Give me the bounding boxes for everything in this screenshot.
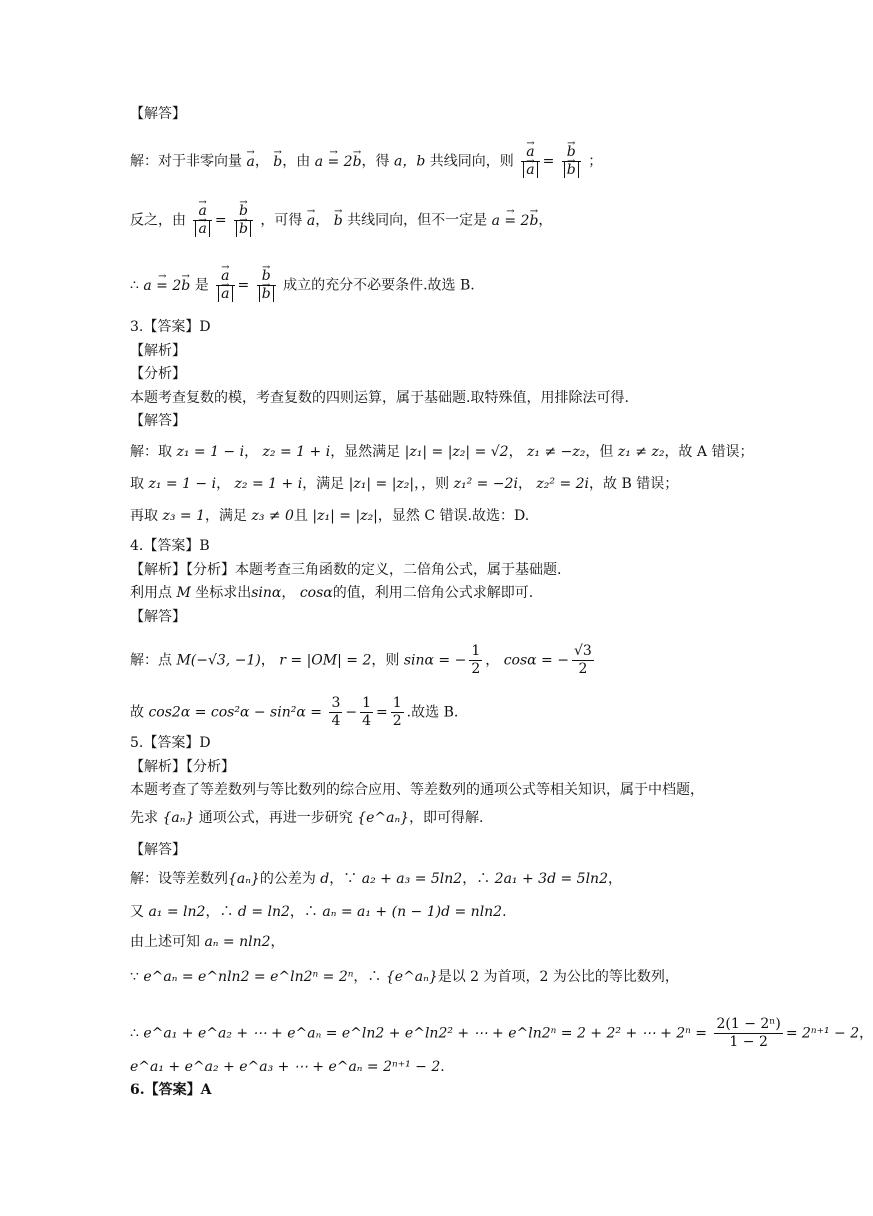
math: a₁ = ln2 [148, 904, 206, 920]
text: 【解析】【分析】本题考查三角函数的定义，二倍角公式，属于基础题. [130, 562, 562, 578]
fraction [469, 643, 482, 678]
text: ，可得 [260, 212, 303, 229]
math: |z₁| = |z₂| = √2 [404, 444, 509, 460]
text: ， [254, 153, 269, 170]
text: ，显然 C 错误.故选：D. [377, 508, 530, 524]
text: 【解答】 [130, 413, 186, 429]
math: M [176, 585, 191, 601]
text: ，满足 [302, 476, 345, 492]
math: d [320, 871, 330, 887]
math: z₃ = 1 [162, 508, 205, 524]
text: 本题考查复数的模，考查复数的四则运算，属于基础题.取特殊值，用排除法可得. [130, 390, 629, 406]
math: z₂ = 1 + i [262, 444, 331, 460]
fraction [193, 203, 211, 238]
equation [492, 213, 539, 229]
text: 的值，利用二倍角公式求解即可. [332, 585, 534, 601]
heading-analysis [130, 341, 186, 361]
text: 的公差为 [259, 871, 316, 887]
fraction [234, 203, 253, 238]
math: z₁² = −2i [453, 476, 518, 492]
text: ， [607, 871, 622, 887]
text: 解：点 [130, 652, 172, 669]
text-line-24 [130, 869, 622, 889]
text: . [502, 904, 507, 920]
text-line-18 [130, 695, 458, 730]
text: 再取 [130, 508, 158, 524]
text: ， [270, 934, 285, 950]
text: ，则 [371, 652, 400, 669]
denominator: 4 [331, 713, 341, 729]
vector-b: → b [181, 276, 190, 296]
text: ， [216, 476, 231, 492]
fraction [329, 695, 342, 730]
text: .故选 B. [406, 704, 459, 721]
text-line-11 [130, 474, 678, 494]
equation [143, 278, 190, 294]
text-line-28 [130, 1016, 873, 1051]
math: e^aₙ = e^nln2 = e^ln2ⁿ = 2ⁿ [143, 969, 354, 985]
text: 是 [194, 277, 209, 294]
text: ，∵ [329, 871, 358, 887]
text-line-10 [130, 442, 753, 462]
text: 先求 [130, 810, 158, 826]
fraction [714, 1016, 782, 1051]
math: cosα [299, 585, 333, 601]
math: {aₙ} [228, 871, 260, 887]
vector-a: → a [198, 203, 206, 220]
text-line-27 [130, 967, 679, 987]
vector-b: → b [239, 203, 248, 220]
math: z₂² = 2i [536, 476, 590, 492]
text: ， [517, 476, 532, 492]
text-line-4: ∴ → a = 2→ b 是 → a → a = → b → b 成立的充分不必要条件.故选 B. [130, 268, 475, 303]
text-line-2a: 解：对于非零向量 → a， → b，由 → a = 2→ b，得 a，b 共线同向，则 → a → a = → b → b ； [130, 144, 602, 179]
therefore-symbol: ∴ [130, 277, 139, 294]
text: 又 [130, 904, 144, 920]
vector-b: → b [529, 211, 538, 231]
math: sinα [251, 585, 282, 601]
math: sinα = − [403, 652, 467, 669]
vector-expression: → a = 2 [315, 152, 353, 172]
text: 【解答】 [130, 842, 186, 858]
math: a₂ + a₃ = 5ln2 [361, 871, 463, 887]
text-line-15 [130, 583, 533, 603]
text: ， [244, 444, 259, 460]
text: 5.【答案】D [130, 735, 211, 751]
therefore-symbol: ∴ [130, 1025, 139, 1042]
math: {e^aₙ} [357, 810, 410, 826]
vector-b: → b [567, 144, 576, 161]
text: 解：取 [130, 444, 172, 460]
vector-b: → b [239, 221, 248, 238]
text-line-14 [130, 560, 561, 580]
fraction [562, 144, 581, 179]
answer-6 [130, 1080, 211, 1100]
vector-b: → b [334, 211, 343, 231]
math: d = ln2 [237, 904, 290, 920]
text: ，∴ [205, 904, 234, 920]
heading-answer-3 [130, 411, 186, 431]
text: ，即可得解. [409, 810, 484, 826]
vector-a: → a [221, 286, 229, 303]
text: ，∴ [353, 969, 382, 985]
math: z₁ ≠ −z₂ [527, 444, 586, 460]
text: . [440, 1059, 445, 1075]
numerator: 1 [392, 695, 402, 711]
text: ， [538, 212, 553, 229]
vector-b: → b [273, 152, 282, 172]
text: ，∴ [462, 871, 491, 887]
text: ，故 B 错误； [589, 476, 679, 492]
text: 6.【答案】A [130, 1082, 212, 1098]
numerator: 2(1 − 2ⁿ) [716, 1016, 781, 1032]
fraction [572, 643, 594, 678]
numerator: 1 [471, 643, 481, 659]
denominator: 2 [471, 661, 481, 677]
numerator: √3 [573, 643, 592, 659]
text: = [376, 704, 388, 721]
text: ，，则 [414, 476, 450, 492]
math: e^a₁ + e^a₂ + e^a₃ + ⋯ + e^aₙ = 2ⁿ⁺¹ − 2 [130, 1059, 441, 1075]
math: |z₁| = |z₂| [348, 476, 415, 492]
math: z₃ ≠ 0 [251, 508, 294, 524]
text: ， [260, 652, 275, 669]
math: cos2α = cos²α − sin²α = [148, 704, 322, 721]
text: 利用点 [130, 585, 172, 601]
math: z₁ = 1 − i [176, 444, 245, 460]
text: 是以 2 为首项，2 为公比的等比数列， [437, 969, 679, 985]
text-line-25 [130, 902, 507, 922]
section-heading-answer [130, 104, 186, 124]
text: ， [281, 585, 296, 601]
text-line-21 [130, 780, 704, 800]
denominator: 2 [578, 661, 588, 677]
heading-answer-4 [130, 607, 186, 627]
text: 故 [130, 704, 144, 721]
numerator: 3 [331, 695, 341, 711]
answer-4 [130, 536, 210, 556]
answer-3 [130, 317, 211, 337]
text: ，但 [585, 444, 614, 460]
math: z₁ = 1 − i [148, 476, 217, 492]
text: ， [859, 1025, 873, 1042]
text-line-3: 反之，由 → a → a = → b → b ，可得 → a， → b 共线同向，但不一定是 → a = 2→ b， [130, 203, 552, 238]
text: 通项公式，再进一步研究 [198, 810, 353, 826]
vector-a: → a [526, 144, 534, 161]
text: 本题考查了等差数列与等比数列的综合应用、等差数列的通项公式等相关知识，属于中档题， [130, 782, 704, 798]
text: 【解析】【分析】 [130, 759, 235, 775]
text: 解：设等差数列 [130, 871, 228, 887]
math: 2a₁ + 3d = 5ln2 [494, 871, 608, 887]
text-line-29 [130, 1057, 445, 1077]
text: ，显然满足 [330, 444, 401, 460]
fraction [360, 695, 373, 730]
text: 4.【答案】B [130, 538, 210, 554]
text: 反之，由 [130, 212, 186, 229]
fraction [216, 268, 234, 303]
heading-reasoning [130, 364, 186, 384]
text: ，得 [361, 153, 390, 170]
equation [315, 154, 362, 170]
heading-analysis-5 [130, 757, 235, 777]
text: 坐标求出 [195, 585, 252, 601]
vector-a: → a [307, 211, 315, 231]
vector-b: → b [262, 268, 271, 285]
vector-b: → b [262, 286, 271, 303]
vector-a: → a [221, 268, 229, 285]
text: 成立的充分不必要条件.故选 B. [283, 277, 475, 294]
math: aₙ = nln2 [204, 934, 271, 950]
vector-a: → a [526, 162, 534, 179]
math: {e^aₙ} [385, 969, 438, 985]
text-line-8 [130, 388, 629, 408]
text: − [345, 704, 358, 721]
denominator: 1 − 2 [729, 1034, 768, 1050]
text-line-26 [130, 932, 285, 952]
text-line-12 [130, 506, 529, 526]
math: = 2ⁿ⁺¹ − 2 [785, 1025, 860, 1042]
vector-a: → a [246, 152, 254, 172]
text: 共线同向，但不一定是 [347, 212, 488, 229]
math: aₙ = a₁ + (n − 1)d = nln2 [322, 904, 503, 920]
text: ， [485, 652, 500, 669]
fraction [521, 144, 539, 179]
text: ， [508, 444, 523, 460]
denominator: 4 [362, 713, 372, 729]
numerator: 1 [362, 695, 372, 711]
text: 3.【答案】D [130, 319, 211, 335]
heading-answer-5 [130, 840, 186, 860]
text: ， [315, 212, 330, 229]
text: ，故 A 错误； [664, 444, 754, 460]
heading-text: 【解答】 [130, 106, 186, 122]
because-symbol: ∵ [130, 969, 139, 985]
fraction [257, 268, 276, 303]
math: z₂ = 1 + i [234, 476, 303, 492]
text: 解：对于非零向量 [130, 153, 242, 170]
math: |z₁| = |z₂| [312, 508, 378, 524]
vector-a: → a [198, 221, 206, 238]
math: M(−√3, −1) [176, 652, 261, 669]
text: a，b [394, 153, 426, 170]
vector-expression: → a = 2 [143, 276, 181, 296]
vector-expression: → a = 2 [492, 211, 530, 231]
text: 共线同向，则 [429, 153, 514, 170]
math: z₁ ≠ z₂ [617, 444, 665, 460]
denominator: 2 [392, 713, 402, 729]
text-line-22 [130, 808, 484, 828]
text-line-17 [130, 643, 597, 678]
fraction [391, 695, 404, 730]
vector-b: → b [567, 162, 576, 179]
text: 【解析】 [130, 343, 186, 359]
text: ，∴ [289, 904, 318, 920]
vector-b: → b [353, 152, 362, 172]
math: cosα = − [503, 652, 569, 669]
text: 由上述可知 [130, 934, 200, 950]
text: ； [588, 153, 603, 170]
math: {aₙ} [162, 810, 195, 826]
text: 取 [130, 476, 144, 492]
text: 【解答】 [130, 609, 186, 625]
text: 且 [293, 508, 308, 524]
text: ，由 [282, 153, 311, 170]
math: e^a₁ + e^a₂ + ⋯ + e^aₙ = e^ln2 + e^ln2² + ⋯ + e^ln2ⁿ = 2 + 2² + ⋯ + 2ⁿ = [143, 1025, 708, 1042]
answer-5 [130, 733, 211, 753]
text: ，满足 [204, 508, 247, 524]
text: 【分析】 [130, 366, 186, 382]
math: r = |OM| = 2 [279, 652, 372, 669]
